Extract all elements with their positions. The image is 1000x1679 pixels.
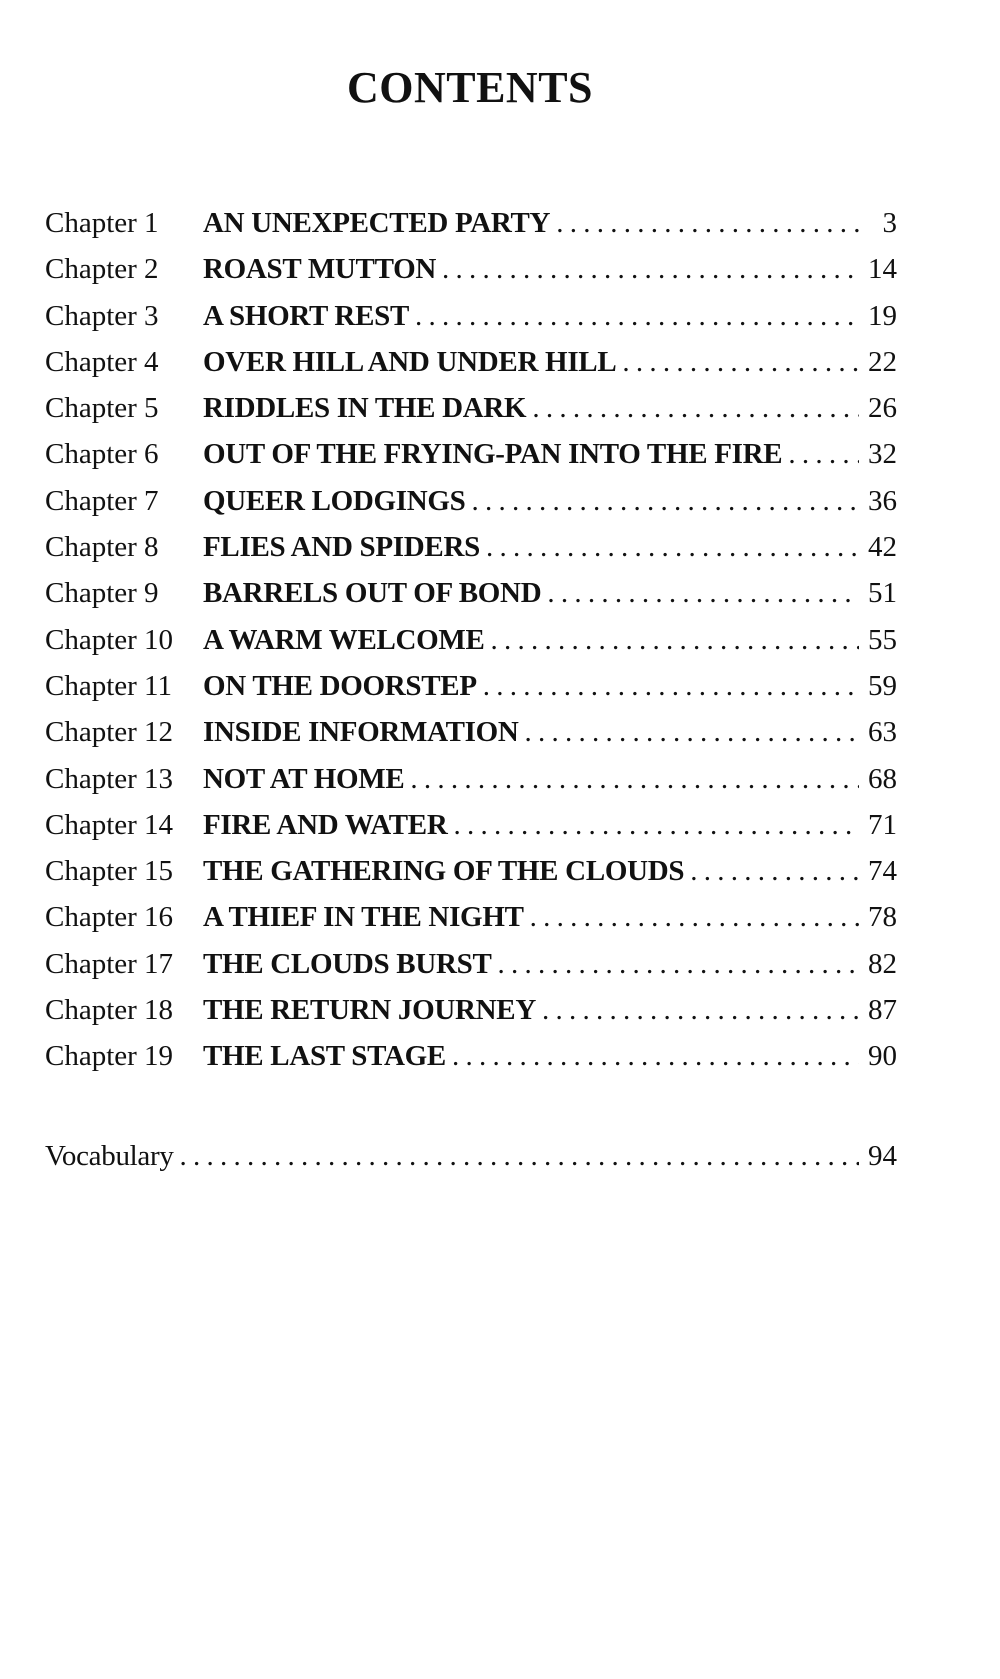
chapter-title[interactable]: FLIES AND SPIDERS — [203, 531, 480, 564]
toc-entry[interactable] — [45, 948, 897, 994]
toc-entry[interactable] — [45, 763, 897, 809]
chapter-label: Chapter 17 — [45, 947, 174, 980]
chapter-title[interactable]: FIRE AND WATER — [203, 808, 448, 841]
dot-leader — [180, 1140, 859, 1173]
page-number: 94 — [868, 1140, 897, 1172]
chapter-title[interactable]: INSIDE INFORMATION — [203, 716, 519, 749]
chapter-label: Chapter 9 — [45, 577, 159, 610]
toc-entry[interactable] — [45, 438, 897, 484]
dot-leader — [452, 1040, 859, 1073]
page-number: 78 — [868, 901, 897, 934]
chapter-title[interactable]: AN UNEXPECTED PARTY — [203, 207, 551, 239]
page-number: 59 — [868, 669, 897, 702]
chapter-label: Chapter 13 — [45, 762, 174, 795]
dot-leader — [532, 392, 859, 425]
chapter-label: Chapter 11 — [45, 669, 172, 702]
chapter-label: Chapter 15 — [45, 855, 174, 888]
vocabulary-entry[interactable] — [45, 1140, 897, 1186]
page-number: 90 — [868, 1040, 897, 1073]
toc-entry[interactable] — [45, 577, 897, 623]
dot-leader — [410, 763, 859, 796]
chapter-label: Chapter 3 — [45, 299, 159, 332]
dot-leader — [491, 624, 859, 657]
page-title: CONTENTS — [346, 63, 594, 112]
chapter-title[interactable]: A WARM WELCOME — [203, 623, 485, 656]
dot-leader — [556, 207, 859, 240]
page-number: 42 — [868, 531, 897, 564]
page-number: 36 — [868, 484, 897, 517]
dot-leader — [525, 716, 859, 749]
dot-leader — [483, 670, 859, 703]
chapter-label: Chapter 1 — [45, 207, 159, 239]
toc-entry[interactable] — [45, 901, 897, 947]
page-number: 55 — [868, 623, 897, 656]
chapter-label: Chapter 4 — [45, 345, 159, 378]
toc-entry[interactable] — [45, 485, 897, 531]
page-number: 3 — [882, 207, 897, 239]
page-number: 19 — [868, 299, 897, 332]
page-number: 26 — [868, 392, 897, 425]
toc-entry[interactable] — [45, 716, 897, 762]
page-number: 68 — [868, 762, 897, 795]
dot-leader — [542, 994, 859, 1027]
chapter-title[interactable]: A SHORT REST — [203, 299, 409, 332]
toc-entry[interactable] — [45, 670, 897, 716]
toc-entry[interactable] — [45, 531, 897, 577]
chapter-title[interactable]: THE RETURN JOURNEY — [203, 994, 536, 1027]
page-number: 63 — [868, 716, 897, 749]
chapter-title[interactable]: THE CLOUDS BURST — [203, 947, 492, 980]
chapter-title[interactable]: OVER HILL AND UNDER HILL — [203, 345, 617, 378]
chapter-title[interactable]: THE GATHERING OF THE CLOUDS — [203, 855, 685, 888]
page-number: 74 — [868, 855, 897, 888]
dot-leader — [547, 577, 859, 610]
chapter-label: Chapter 2 — [45, 253, 159, 286]
chapter-label: Chapter 16 — [45, 901, 174, 934]
page-number: 51 — [868, 577, 897, 610]
toc-entry[interactable] — [45, 1040, 897, 1086]
toc-entry[interactable] — [45, 855, 897, 901]
chapter-label: Chapter 5 — [45, 392, 159, 425]
chapter-title[interactable]: OUT OF THE FRYING-PAN INTO THE FIRE — [203, 438, 783, 471]
chapter-label: Chapter 12 — [45, 716, 174, 749]
dot-leader — [498, 948, 860, 981]
page-number: 71 — [868, 808, 897, 841]
chapter-label: Chapter 8 — [45, 531, 159, 564]
dot-leader — [530, 901, 859, 934]
chapter-label: Chapter 6 — [45, 438, 159, 471]
dot-leader — [622, 346, 859, 379]
chapter-title[interactable]: THE LAST STAGE — [203, 1040, 446, 1073]
dot-leader — [415, 300, 859, 333]
page-number: 22 — [868, 345, 897, 378]
chapter-title[interactable]: BARRELS OUT OF BOND — [203, 577, 542, 610]
chapter-label: Chapter 14 — [45, 808, 174, 841]
dot-leader — [442, 253, 859, 286]
page-number: 87 — [868, 994, 897, 1027]
toc-entry[interactable] — [45, 346, 897, 392]
chapter-label: Chapter 7 — [45, 484, 159, 517]
page-number: 32 — [868, 438, 897, 471]
chapter-label: Chapter 19 — [45, 1040, 174, 1073]
dot-leader — [454, 809, 860, 842]
table-of-contents — [45, 207, 897, 1087]
dot-leader — [788, 438, 859, 471]
dot-leader — [690, 855, 859, 888]
chapter-title[interactable]: ON THE DOORSTEP — [203, 669, 477, 702]
chapter-title[interactable]: RIDDLES IN THE DARK — [203, 392, 527, 425]
chapter-title[interactable]: A THIEF IN THE NIGHT — [203, 901, 524, 934]
toc-entry[interactable] — [45, 994, 897, 1040]
toc-entry[interactable] — [45, 253, 897, 299]
dot-leader — [472, 485, 860, 518]
page-number: 14 — [868, 253, 897, 286]
toc-entry[interactable] — [45, 207, 897, 253]
page-number: 82 — [868, 947, 897, 980]
chapter-title[interactable]: NOT AT HOME — [203, 762, 405, 795]
toc-entry[interactable] — [45, 809, 897, 855]
chapter-label: Chapter 18 — [45, 994, 174, 1027]
toc-entry[interactable] — [45, 392, 897, 438]
toc-entry[interactable] — [45, 300, 897, 346]
toc-entry[interactable] — [45, 1140, 897, 1186]
chapter-title[interactable]: QUEER LODGINGS — [203, 484, 466, 517]
dot-leader — [486, 531, 859, 564]
toc-entry[interactable] — [45, 624, 897, 670]
vocabulary-title[interactable]: Vocabulary — [45, 1140, 174, 1172]
chapter-label: Chapter 10 — [45, 623, 174, 656]
chapter-title[interactable]: ROAST MUTTON — [203, 253, 437, 286]
